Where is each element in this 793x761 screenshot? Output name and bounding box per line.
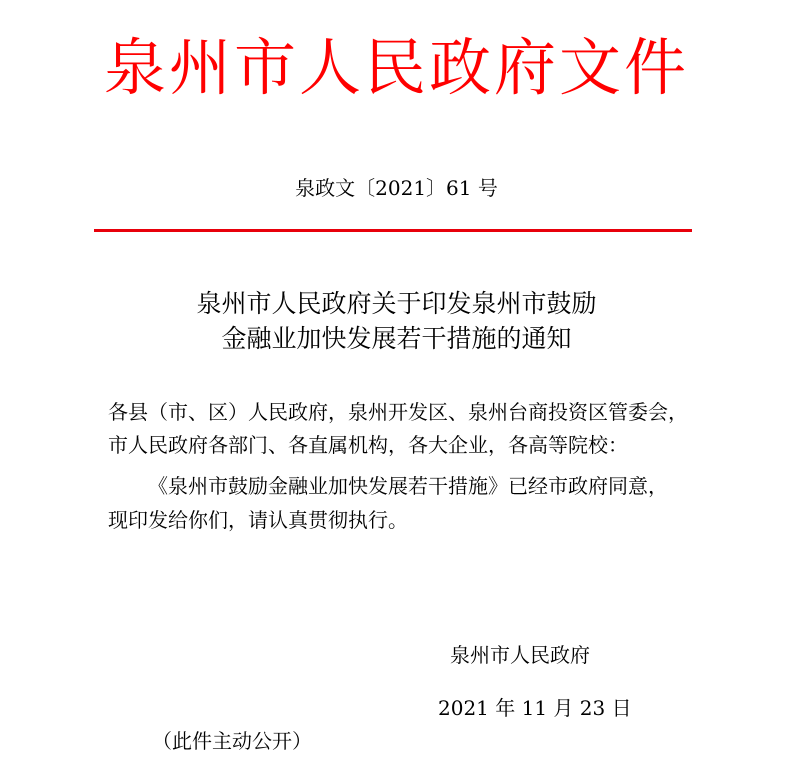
issuer-signature: 泉州市人民政府 bbox=[450, 643, 590, 667]
disclosure-note: （此件主动公开） bbox=[152, 729, 312, 753]
document-masthead: 泉州市人民政府文件 bbox=[103, 31, 689, 104]
recipients-line-1: 各县（市、区）人民政府，泉州开发区、泉州台商投资区管委会， bbox=[108, 400, 688, 424]
document-number: 泉政文〔2021〕61 号 bbox=[295, 176, 498, 200]
body-paragraph-line-1: 《泉州市鼓励金融业加快发展若干措施》已经市政府同意， bbox=[148, 474, 668, 498]
body-paragraph-line-2: 现印发给你们，请认真贯彻执行。 bbox=[108, 508, 408, 532]
title-line-1: 泉州市人民政府关于印发泉州市鼓励 bbox=[196, 289, 597, 318]
recipients-line-2: 市人民政府各部门、各直属机构，各大企业，各高等院校： bbox=[108, 433, 628, 457]
title-line-2: 金融业加快发展若干措施的通知 bbox=[221, 324, 572, 353]
issue-date: 2021 年 11 月 23 日 bbox=[438, 696, 632, 720]
red-divider-line bbox=[94, 229, 692, 232]
document-title bbox=[0, 286, 793, 356]
